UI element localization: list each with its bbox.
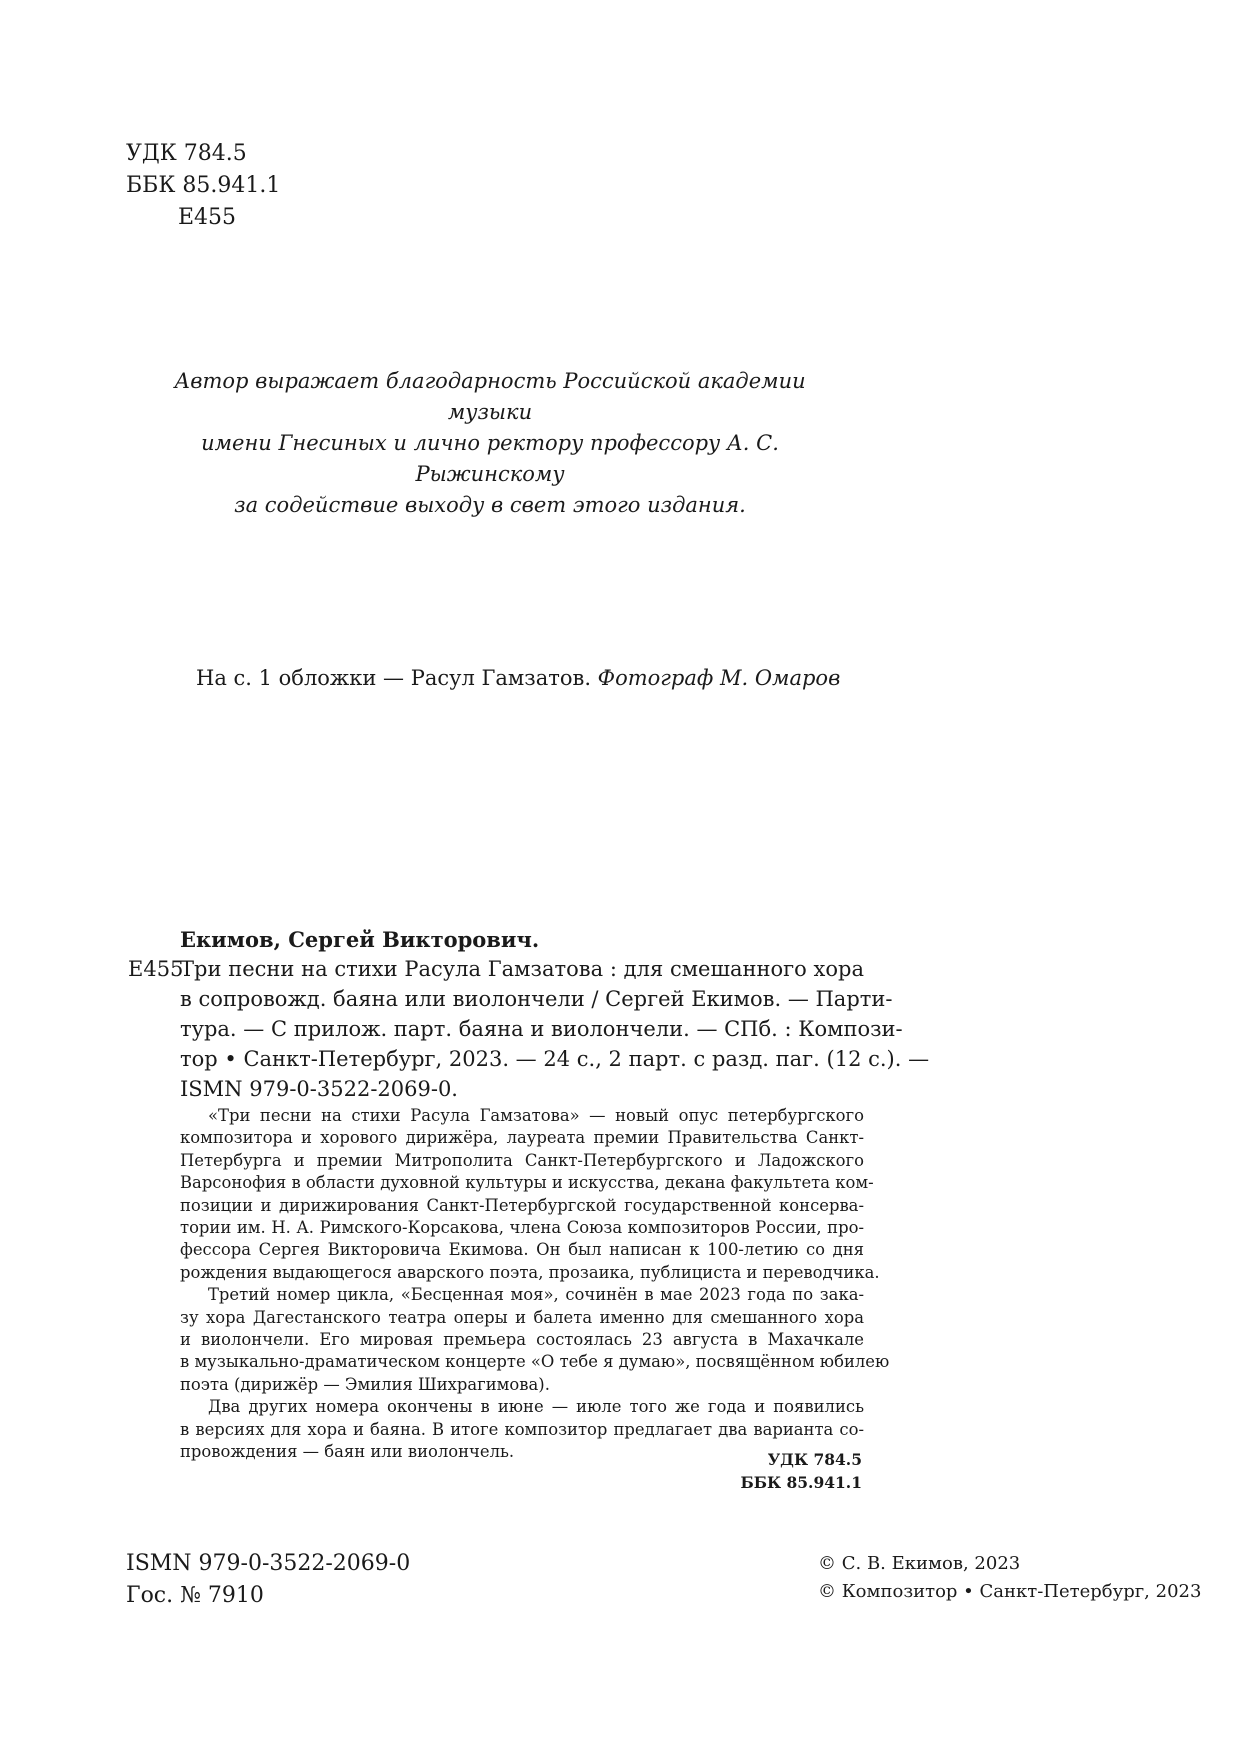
catalog-udk: УДК 784.5 xyxy=(767,1450,862,1469)
copyright-block xyxy=(818,1550,1201,1606)
catalog-line: ISMN 979-0-3522-2069-0. xyxy=(180,1077,458,1101)
catalog-line: тура. — С прилож. парт. баяна и виолончели. — СПб. : Компози- xyxy=(180,1017,903,1041)
annotation-line: в музыкально-драматическом концерте «О тебе я думаю», посвящённом юбилею xyxy=(180,1352,890,1372)
annotation-line: в версиях для хора и баяна. В итоге композитор предлагает два варианта со- xyxy=(180,1419,864,1439)
gos-number: Гос. № 7910 xyxy=(126,1583,264,1608)
annotation-line: провождения — баян или виолончель. xyxy=(180,1442,515,1462)
annotation-line: и виолончели. Его мировая премьера состоялась 23 августа в Махачкале xyxy=(180,1330,864,1350)
acknowledgement-line: Автор выражает благодарность Российской академии музыки xyxy=(174,369,806,424)
catalog-author: Екимов, Сергей Викторович. xyxy=(180,927,540,952)
acknowledgement-line: за содействие выходу в свет этого издания. xyxy=(234,493,746,517)
annotation-line: Петербурга и премии Митрополита Санкт-Петербургского и Ладожского xyxy=(180,1150,864,1170)
annotation-line: Третий номер цикла, «Бесценная моя», сочинён в мае 2023 года по зака- xyxy=(208,1285,864,1305)
catalog-description xyxy=(180,954,930,1104)
cover-note-text: На с. 1 обложки — Расул Гамзатов. xyxy=(196,666,598,690)
annotation-line: зу хора Дагестанского театра оперы и балета именно для смешанного хора xyxy=(180,1307,864,1327)
copyright-author: © С. В. Екимов, 2023 xyxy=(818,1553,1021,1574)
catalog-code: Е455 xyxy=(128,957,184,981)
annotation-line: тории им. Н. А. Римского-Корсакова, члена Союза композиторов России, про- xyxy=(180,1218,864,1238)
catalog-indices xyxy=(560,1448,862,1494)
acknowledgement-line: имени Гнесиных и лично ректору профессору А. С. Рыжинскому xyxy=(201,431,779,486)
bbk-code: ББК 85.941.1 xyxy=(126,173,281,198)
annotation-line: поэта (дирижёр — Эмилия Шихрагимова). xyxy=(180,1374,550,1394)
annotation-line: позиции и дирижирования Санкт-Петербургской государственной консерва- xyxy=(180,1195,864,1215)
catalog-line: в сопровожд. баяна или виолончели / Сергей Екимов. — Парти- xyxy=(180,987,893,1011)
classification-block xyxy=(126,138,280,234)
catalog-bbk: ББК 85.941.1 xyxy=(740,1473,862,1492)
cover-photographer: Фотограф М. Омаров xyxy=(597,666,841,690)
ismn-number: ISMN 979-0-3522-2069-0 xyxy=(126,1551,411,1576)
annotation-line: Два других номера окончены в июне — июле того же года и появились xyxy=(208,1397,864,1417)
udk-code: УДК 784.5 xyxy=(126,141,247,166)
catalog-annotation xyxy=(180,1105,890,1464)
annotation-line: фессора Сергея Викторовича Екимова. Он был написан к 100-летию со дня xyxy=(180,1240,864,1260)
annotation-line: «Три песни на стихи Расула Гамзатова» — новый опус петербургского xyxy=(208,1106,864,1125)
footer-identifiers xyxy=(126,1548,410,1612)
author-mark: Е455 xyxy=(178,205,237,230)
copyright-publisher: © Композитор • Санкт-Петербург, 2023 xyxy=(818,1581,1202,1602)
acknowledgement xyxy=(140,366,840,521)
annotation-line: Варсонофия в области духовной культуры и искусства, декана факультета ком- xyxy=(180,1173,874,1193)
annotation-line: композитора и хорового дирижёра, лауреата премии Правительства Санкт- xyxy=(180,1128,864,1148)
cover-note xyxy=(196,666,840,690)
catalog-line: тор • Санкт-Петербург, 2023. — 24 с., 2 парт. с разд. паг. (12 с.). — xyxy=(180,1047,930,1071)
annotation-line: рождения выдающегося аварского поэта, прозаика, публициста и переводчика. xyxy=(180,1262,880,1282)
catalog-line: Три песни на стихи Расула Гамзатова : для смешанного хора xyxy=(180,957,864,981)
